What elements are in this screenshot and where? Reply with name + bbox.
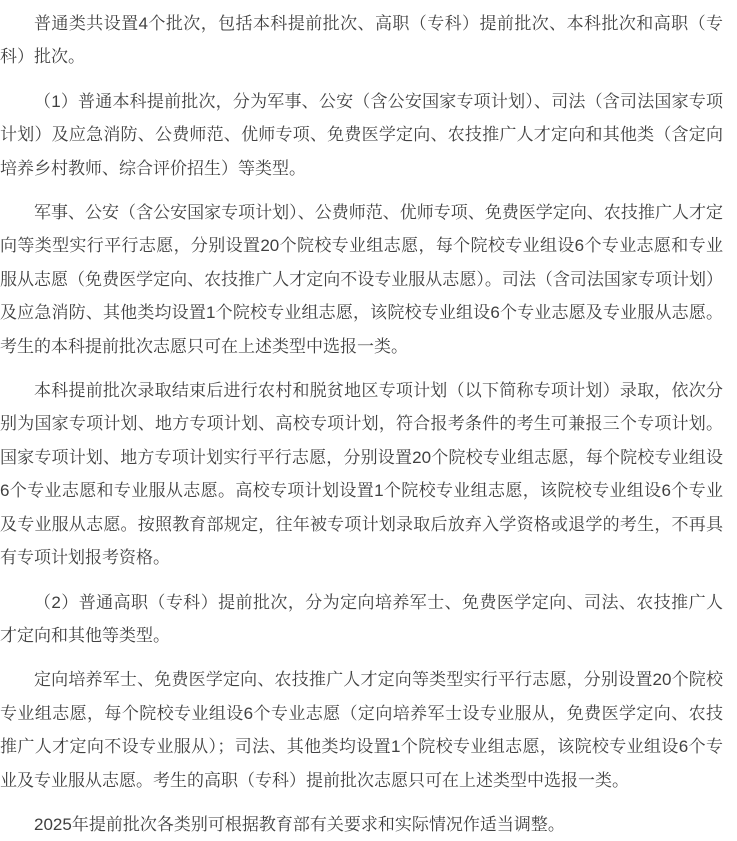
paragraph-2025-adjustment-note: 2025年提前批次各类别可根据教育部有关要求和实际情况作适当调整。 [34,814,565,834]
paragraph-undergrad-early-batch-volunteer-setup: 军事、公安（含公安国家专项计划）、公费师范、优师专项、免费医学定向、农技推广人才定向等类型实行平行志愿，分别设置20个院校专业组志愿，每个院校专业组设6个专业志愿和专业服从志愿（免费医学定向、农技推广人才定向不设专业服从志愿）。司法（含司法国家专项计划）及应急消防、其他类均设置1个院校专业组志愿，该院校专业组设6个专业志愿及专业服从志愿。考生的本科提前批次志愿只可在上述类型中选报一类。 [0,203,723,356]
paragraph-vocational-early-batch-types: （2）普通高职（专科）提前批次，分为定向培养军士、免费医学定向、司法、农技推广人才定向和其他等类型。 [0,592,723,645]
paragraph-batch-overview: 普通类共设置4个批次，包括本科提前批次、高职（专科）提前批次、本科批次和高职（专科）批次。 [0,14,723,67]
paragraph-undergrad-early-batch-types: （1）普通本科提前批次，分为军事、公安（含公安国家专项计划）、司法（含司法国家专项计划）及应急消防、公费师范、优师专项、免费医学定向、农技推广人才定向和其他类（含定向培养乡村教师、综合评价招生）等类型。 [0,91,723,178]
paragraph-vocational-early-batch-volunteer-setup: 定向培养军士、免费医学定向、农技推广人才定向等类型实行平行志愿，分别设置20个院校专业组志愿，每个院校专业组设6个专业志愿（定向培养军士设专业服从，免费医学定向、农技推广人才定向不设专业服从）；司法、其他类均设置1个院校专业组志愿，该院校专业组设6个专业及专业服从志愿。考生的高职（专科）提前批次志愿只可在上述类型中选报一类。 [0,670,723,790]
paragraph-rural-special-plans: 本科提前批次录取结束后进行农村和脱贫地区专项计划（以下简称专项计划）录取，依次分别为国家专项计划、地方专项计划、高校专项计划，符合报考条件的考生可兼报三个专项计划。国家专项计划、地方专项计划实行平行志愿，分别设置20个院校专业组志愿，每个院校专业组设6个专业志愿和专业服从志愿。高校专项计划设置1个院校专业组志愿，该院校专业组设6个专业及专业服从志愿。按照教育部规定，往年被专项计划录取后放弃入学资格或退学的考生，不再具有专项计划报考资格。 [0,381,723,568]
